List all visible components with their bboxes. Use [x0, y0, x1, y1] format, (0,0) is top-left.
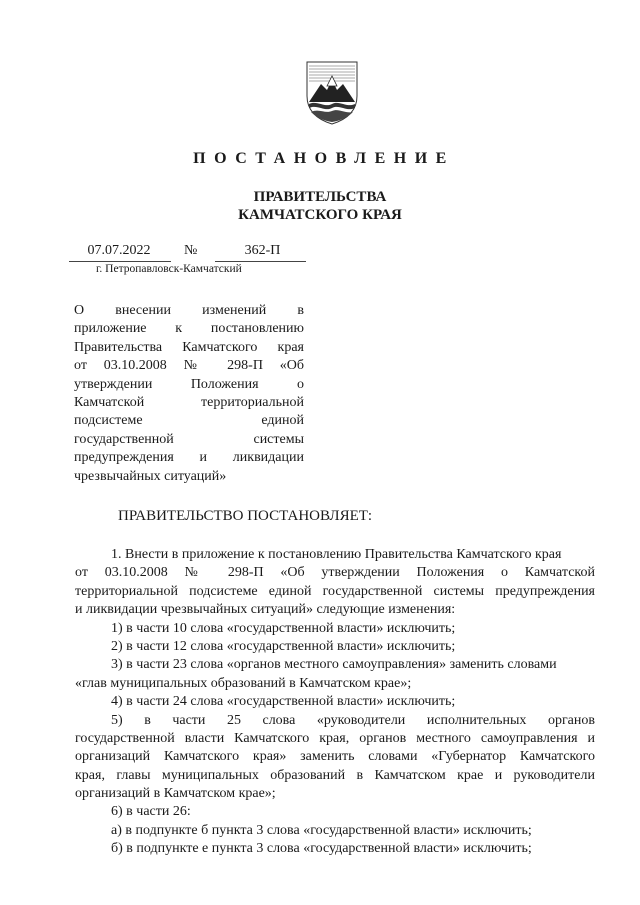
subject-line: О внесении изменений в — [74, 303, 304, 318]
body-line: края, главы муниципальных образований в Камчатском крае и руководители — [75, 767, 595, 783]
body-line: 5) в части 25 слова «руководители исполнительных органов — [111, 712, 595, 728]
subject-line: утверждении Положения о — [74, 376, 304, 392]
body-line: государственной власти Камчатского края, органов местного самоуправления и — [75, 730, 595, 746]
body-line: 1) в части 10 слова «государственной власти» исключить; — [111, 620, 456, 636]
body-line: территориальной подсистеме единой государственной системы предупреждения — [75, 583, 595, 599]
body-line: а) в подпункте б пункта 3 слова «государственной власти» исключить; — [111, 822, 532, 838]
number-underline — [215, 261, 306, 262]
body-line: 1. Внести в приложение к постановлению Правительства Камчатского края — [111, 547, 562, 562]
document-date: 07.07.2022 — [87, 243, 151, 258]
body-line: организаций Камчатского края» заменить словами «Губернатор Камчатского — [75, 749, 595, 765]
date-underline — [69, 261, 171, 262]
authority-line-1: ПРАВИТЕЛЬСТВА — [253, 189, 387, 205]
subject-line: Камчатской территориальной — [74, 395, 304, 411]
body-line: 2) в части 12 слова «государственной власти» исключить; — [111, 638, 456, 654]
subject-line: от 03.10.2008 № 298-П «Об — [74, 358, 304, 374]
authority-line-2: КАМЧАТСКОГО КРАЯ — [238, 207, 402, 223]
subject-line: приложение к постановлению — [74, 321, 304, 337]
document-type-title: ПОСТАНОВЛЕНИЕ — [193, 150, 455, 167]
body-line: б) в подпункте е пункта 3 слова «государственной власти» исключить; — [111, 841, 532, 857]
body-line: 6) в части 26: — [111, 804, 191, 820]
decree-statement: ПРАВИТЕЛЬСТВО ПОСТАНОВЛЯЕТ: — [118, 508, 373, 524]
body-line: 3) в части 23 слова «органов местного самоуправления» заменить словами — [111, 657, 557, 673]
subject-line: подсистеме единой — [74, 413, 304, 429]
document-subject — [74, 302, 304, 486]
body-line: «глав муниципальных образований в Камчатском крае»; — [75, 675, 412, 691]
body-line: и ликвидации чрезвычайных ситуаций» следующие изменения: — [75, 602, 456, 618]
coat-of-arms-emblem — [303, 58, 361, 126]
document-number: 362-П — [244, 243, 281, 258]
body-line: от 03.10.2008 № 298-П «Об утверждении Положения о Камчатской — [75, 565, 595, 581]
subject-line: Правительства Камчатского края — [74, 339, 304, 355]
issuing-city: г. Петропавловск-Камчатский — [96, 263, 242, 275]
subject-line: предупреждения и ликвидации — [74, 450, 304, 466]
subject-line: чрезвычайных ситуаций» — [74, 468, 227, 484]
body-line: организаций в Камчатском крае»; — [75, 786, 276, 802]
body-line: 4) в части 24 слова «государственной власти» исключить; — [111, 694, 456, 710]
number-sign: № — [184, 243, 198, 258]
document-body — [75, 546, 595, 859]
subject-line: государственной системы — [74, 431, 304, 447]
